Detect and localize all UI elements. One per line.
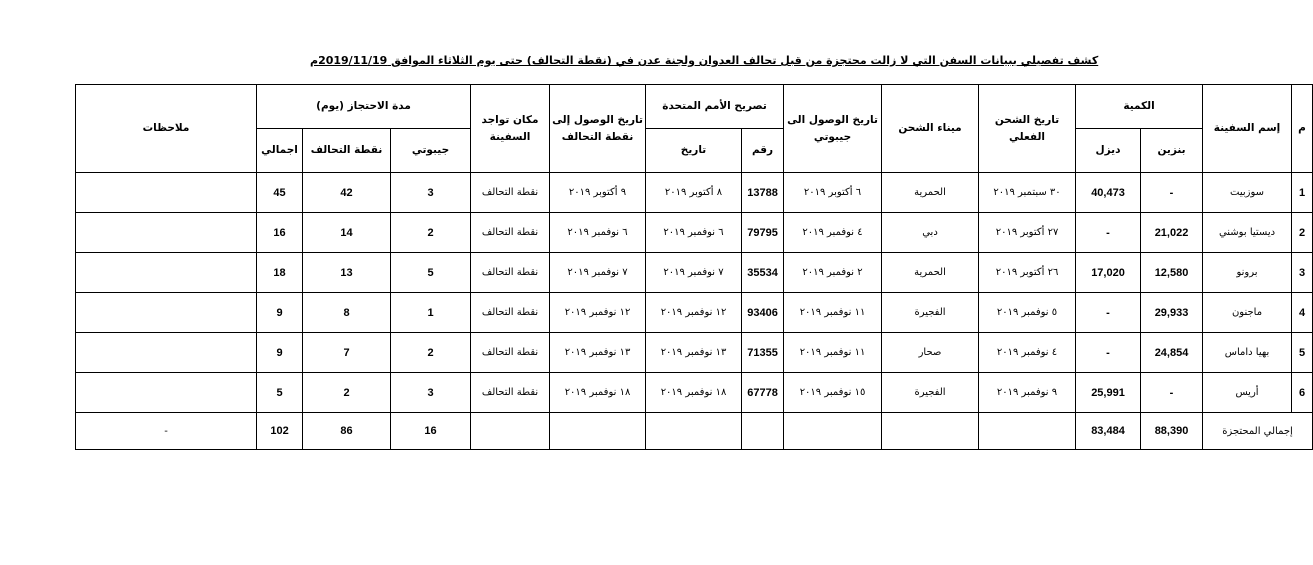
table-row (76, 213, 1313, 253)
cell-num: 1 (1292, 173, 1313, 213)
header-permit-date: تاريخ (646, 129, 742, 173)
header-days-total: اجمالي (257, 129, 303, 173)
cell-days-coalition: 42 (303, 173, 391, 213)
cell-permit-date: ٦ نوفمبر ٢٠١٩ (646, 213, 742, 253)
totals-row (76, 413, 1313, 450)
cell-permit-date: ٧ نوفمبر ٢٠١٩ (646, 253, 742, 293)
cell-permit-no: 35534 (742, 253, 784, 293)
header-un-permit: تصريح الأمم المتحدة (646, 85, 784, 129)
cell-port: الفجيرة (882, 293, 979, 333)
cell-loading-date: ٥ نوفمبر ٢٠١٩ (979, 293, 1076, 333)
cell-arrival-djibouti: ١٥ نوفمبر ٢٠١٩ (784, 373, 882, 413)
totals-days-total: 102 (257, 413, 303, 450)
header-ship-location: مكان تواجد السفينة (471, 85, 550, 173)
cell-permit-no: 67778 (742, 373, 784, 413)
cell-port: دبي (882, 213, 979, 253)
cell-num: 3 (1292, 253, 1313, 293)
totals-empty (471, 413, 550, 450)
cell-days-coalition: 14 (303, 213, 391, 253)
cell-loading-date: ٤ نوفمبر ٢٠١٩ (979, 333, 1076, 373)
cell-days-coalition: 13 (303, 253, 391, 293)
cell-notes (76, 293, 257, 333)
cell-loading-date: ٩ نوفمبر ٢٠١٩ (979, 373, 1076, 413)
cell-days-djibouti: 3 (391, 373, 471, 413)
cell-notes (76, 333, 257, 373)
cell-permit-no: 93406 (742, 293, 784, 333)
cell-days-djibouti: 2 (391, 213, 471, 253)
cell-diesel: 40,473 (1076, 173, 1141, 213)
cell-location: نقطة التحالف (471, 333, 550, 373)
cell-days-total: 9 (257, 333, 303, 373)
header-num: م (1292, 85, 1313, 173)
cell-notes (76, 173, 257, 213)
totals-petrol: 88,390 (1141, 413, 1203, 450)
cell-loading-date: ٣٠ سبتمبر ٢٠١٩ (979, 173, 1076, 213)
cell-days-djibouti: 5 (391, 253, 471, 293)
cell-permit-no: 71355 (742, 333, 784, 373)
cell-num: 6 (1292, 373, 1313, 413)
cell-num: 4 (1292, 293, 1313, 333)
table-row (76, 333, 1313, 373)
detained-ships-table (75, 84, 1313, 450)
totals-days-djibouti: 16 (391, 413, 471, 450)
header-days-coalition: نقطة التحالف (303, 129, 391, 173)
cell-diesel: 17,020 (1076, 253, 1141, 293)
document-title: كشف تفصيلي ببيانات السفن التي لا زالت محتجزة من قبل تحالف العدوان ولجنة عدن في (نقطة التحالف) حتى يوم الثلاثاء الموافق 2019/11/19م (310, 54, 1099, 67)
cell-arrival-coalition: ١٨ نوفمبر ٢٠١٩ (550, 373, 646, 413)
cell-petrol: 29,933 (1141, 293, 1203, 333)
totals-label: إجمالي المحتجزة (1203, 413, 1313, 450)
header-days-djibouti: جيبوتي (391, 129, 471, 173)
cell-permit-date: ١٨ نوفمبر ٢٠١٩ (646, 373, 742, 413)
cell-days-djibouti: 2 (391, 333, 471, 373)
totals-empty (979, 413, 1076, 450)
header-loading-port: ميناء الشحن (882, 85, 979, 173)
cell-ship: برونو (1203, 253, 1292, 293)
header-petrol: بنزين (1141, 129, 1203, 173)
cell-petrol: 24,854 (1141, 333, 1203, 373)
header-quantity: الكمية (1076, 85, 1203, 129)
cell-days-total: 45 (257, 173, 303, 213)
header-detention-period: مدة الاحتجاز (يوم) (257, 85, 471, 129)
cell-arrival-coalition: ٦ نوفمبر ٢٠١٩ (550, 213, 646, 253)
cell-days-total: 16 (257, 213, 303, 253)
cell-port: الحمرية (882, 173, 979, 213)
cell-arrival-djibouti: ١١ نوفمبر ٢٠١٩ (784, 293, 882, 333)
cell-ship: ماجنون (1203, 293, 1292, 333)
cell-diesel: - (1076, 293, 1141, 333)
cell-notes (76, 213, 257, 253)
cell-location: نقطة التحالف (471, 373, 550, 413)
totals-empty (646, 413, 742, 450)
cell-arrival-coalition: ١٣ نوفمبر ٢٠١٩ (550, 333, 646, 373)
cell-diesel: 25,991 (1076, 373, 1141, 413)
cell-days-total: 9 (257, 293, 303, 333)
totals-notes: - (76, 413, 257, 450)
cell-permit-date: ٨ أكتوبر ٢٠١٩ (646, 173, 742, 213)
totals-empty (742, 413, 784, 450)
cell-days-total: 5 (257, 373, 303, 413)
cell-location: نقطة التحالف (471, 253, 550, 293)
cell-diesel: - (1076, 213, 1141, 253)
cell-ship: سوزبيت (1203, 173, 1292, 213)
cell-arrival-djibouti: ٢ نوفمبر ٢٠١٩ (784, 253, 882, 293)
cell-ship: بهيا داماس (1203, 333, 1292, 373)
totals-empty (550, 413, 646, 450)
cell-arrival-djibouti: ١١ نوفمبر ٢٠١٩ (784, 333, 882, 373)
cell-petrol: 21,022 (1141, 213, 1203, 253)
cell-petrol: 12,580 (1141, 253, 1203, 293)
totals-diesel: 83,484 (1076, 413, 1141, 450)
totals-days-coalition: 86 (303, 413, 391, 450)
header-arrival-djibouti: تاريخ الوصول الى جيبوتي (784, 85, 882, 173)
table-row (76, 173, 1313, 213)
header-loading-date: تاريخ الشحن الفعلي (979, 85, 1076, 173)
table-row (76, 373, 1313, 413)
cell-location: نقطة التحالف (471, 293, 550, 333)
header-permit-number: رقم (742, 129, 784, 173)
cell-arrival-coalition: ١٢ نوفمبر ٢٠١٩ (550, 293, 646, 333)
cell-days-djibouti: 1 (391, 293, 471, 333)
header-notes: ملاحظات (76, 85, 257, 173)
cell-permit-no: 79795 (742, 213, 784, 253)
cell-petrol: - (1141, 173, 1203, 213)
cell-petrol: - (1141, 373, 1203, 413)
cell-location: نقطة التحالف (471, 213, 550, 253)
header-diesel: ديزل (1076, 129, 1141, 173)
cell-days-coalition: 7 (303, 333, 391, 373)
cell-days-coalition: 2 (303, 373, 391, 413)
cell-notes (76, 253, 257, 293)
cell-arrival-djibouti: ٦ أكتوبر ٢٠١٩ (784, 173, 882, 213)
cell-ship: أريس (1203, 373, 1292, 413)
cell-permit-no: 13788 (742, 173, 784, 213)
table-row (76, 293, 1313, 333)
cell-days-coalition: 8 (303, 293, 391, 333)
header-ship-name: إسم السفينة (1203, 85, 1292, 173)
cell-notes (76, 373, 257, 413)
totals-empty (784, 413, 882, 450)
cell-port: الحمرية (882, 253, 979, 293)
cell-ship: ديستيا بوشني (1203, 213, 1292, 253)
table-row (76, 253, 1313, 293)
totals-empty (882, 413, 979, 450)
cell-arrival-djibouti: ٤ نوفمبر ٢٠١٩ (784, 213, 882, 253)
cell-loading-date: ٢٦ أكتوبر ٢٠١٩ (979, 253, 1076, 293)
cell-location: نقطة التحالف (471, 173, 550, 213)
cell-num: 5 (1292, 333, 1313, 373)
cell-permit-date: ١٣ نوفمبر ٢٠١٩ (646, 333, 742, 373)
cell-days-djibouti: 3 (391, 173, 471, 213)
cell-port: الفجيرة (882, 373, 979, 413)
cell-arrival-coalition: ٩ أكتوبر ٢٠١٩ (550, 173, 646, 213)
header-arrival-coalition: تاريخ الوصول إلى نقطة التحالف (550, 85, 646, 173)
cell-diesel: - (1076, 333, 1141, 373)
cell-num: 2 (1292, 213, 1313, 253)
cell-port: صحار (882, 333, 979, 373)
cell-permit-date: ١٢ نوفمبر ٢٠١٩ (646, 293, 742, 333)
cell-days-total: 18 (257, 253, 303, 293)
cell-loading-date: ٢٧ أكتوبر ٢٠١٩ (979, 213, 1076, 253)
cell-arrival-coalition: ٧ نوفمبر ٢٠١٩ (550, 253, 646, 293)
